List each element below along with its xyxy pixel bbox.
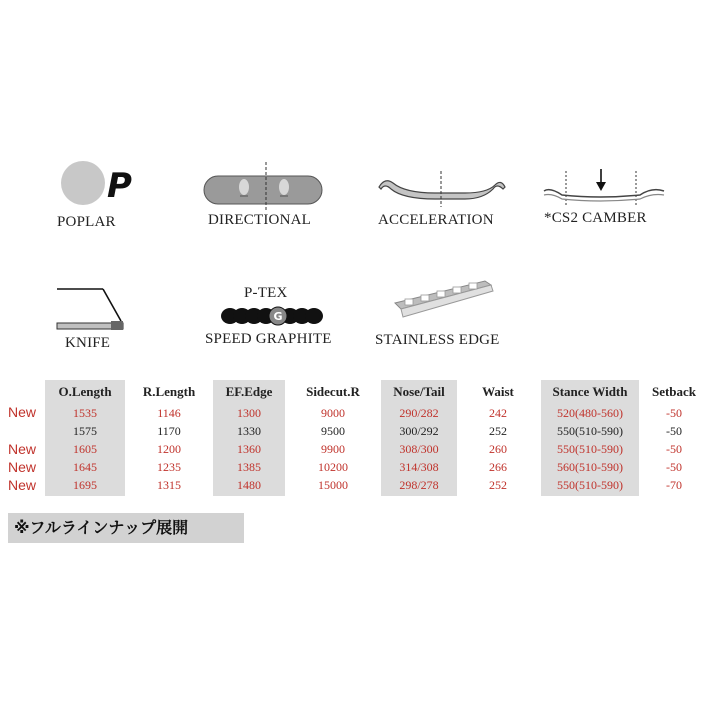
feature-acceleration [375,165,510,235]
cell-stance-width: 550(510-590) [557,478,623,492]
table-row [45,422,705,440]
cell-setback: -70 [666,478,682,492]
cell-sidecut: 9500 [321,424,345,438]
new-tag-row-4: New [8,459,37,475]
cell-sidecut: 15000 [318,478,348,492]
new-tag-row-3: New [8,441,37,457]
cell-setback: -50 [666,424,682,438]
cell-waist: 242 [489,406,507,420]
poplar-label: POPLAR [57,214,116,230]
cell-nose-tail: 290/282 [399,406,439,420]
table-row [45,458,705,476]
cell-sidecut: 9900 [321,442,345,456]
ptex-label-bottom: SPEED GRAPHITE [205,331,332,347]
new-tag-row-5: New [8,477,37,493]
edge-label: STAINLESS EDGE [375,332,500,348]
cell-stance-width: 560(510-590) [557,460,623,474]
cell-o-length: 1695 [73,478,97,492]
cell-o-length: 1645 [73,460,97,474]
feature-directional [200,160,330,235]
header-o-length: O.Length [45,380,125,404]
cell-nose-tail: 298/278 [399,478,439,492]
table-row [45,440,705,458]
table-header-row [45,380,705,404]
cell-r-length: 1235 [157,460,181,474]
camber-label: *CS2 CAMBER [544,210,647,226]
cell-ef-edge: 1330 [237,424,261,438]
table-row [45,404,705,422]
directional-label: DIRECTIONAL [208,212,312,228]
feature-ptex [200,285,350,357]
header-r-length: R.Length [142,384,196,399]
cell-nose-tail: 300/292 [399,424,439,438]
cell-setback: -50 [666,460,682,474]
cell-waist: 260 [489,442,507,456]
cell-ef-edge: 1300 [237,406,261,420]
header-waist: Waist [482,384,514,399]
acceleration-label: ACCELERATION [378,212,494,228]
knife-label: KNIFE [65,335,111,351]
cell-waist: 266 [489,460,507,474]
ptex-label-top: P-TEX [244,285,288,301]
cell-r-length: 1315 [157,478,181,492]
poplar-core-icon [55,155,155,207]
feature-poplar [55,155,155,235]
cell-stance-width: 550(510-590) [557,442,623,456]
cell-sidecut: 9000 [321,406,345,420]
cell-sidecut: 10200 [318,460,348,474]
cell-nose-tail: 314/308 [399,460,439,474]
cell-setback: -50 [666,442,682,456]
directional-board-icon [200,160,330,210]
poplar-glyph: P [107,166,132,206]
header-nose-tail: Nose/Tail [381,380,457,404]
cell-o-length: 1575 [73,424,97,438]
cell-waist: 252 [489,478,507,492]
cell-setback: -50 [666,406,682,420]
graphite-glyph: G [273,310,283,323]
cell-stance-width: 520(480-560) [557,406,623,420]
knife-sidewall-icon [55,285,135,333]
cell-stance-width: 550(510-590) [557,424,623,438]
cell-r-length: 1146 [157,406,181,420]
cell-r-length: 1170 [157,424,181,438]
table-row [45,476,705,494]
header-sidecut: Sidecut.R [306,384,360,399]
cell-waist: 252 [489,424,507,438]
header-ef-edge: EF.Edge [213,380,285,404]
cell-ef-edge: 1360 [237,442,261,456]
cell-o-length: 1535 [73,406,97,420]
graphite-base-icon [200,306,350,326]
feature-camber [540,165,670,235]
header-stance-width: Stance Width [541,380,639,404]
feature-knife [55,285,135,355]
new-tag-row-1: New [8,404,37,420]
lineup-note: ※フルラインナップ展開 [8,513,244,543]
cell-o-length: 1605 [73,442,97,456]
cell-ef-edge: 1480 [237,478,261,492]
feature-edge [375,275,515,355]
camber-profile-icon [540,165,670,207]
cell-nose-tail: 308/300 [399,442,439,456]
cell-ef-edge: 1385 [237,460,261,474]
stainless-edge-icon [375,275,515,325]
acceleration-profile-icon [375,165,510,210]
cell-r-length: 1200 [157,442,181,456]
header-setback: Setback [651,384,697,399]
